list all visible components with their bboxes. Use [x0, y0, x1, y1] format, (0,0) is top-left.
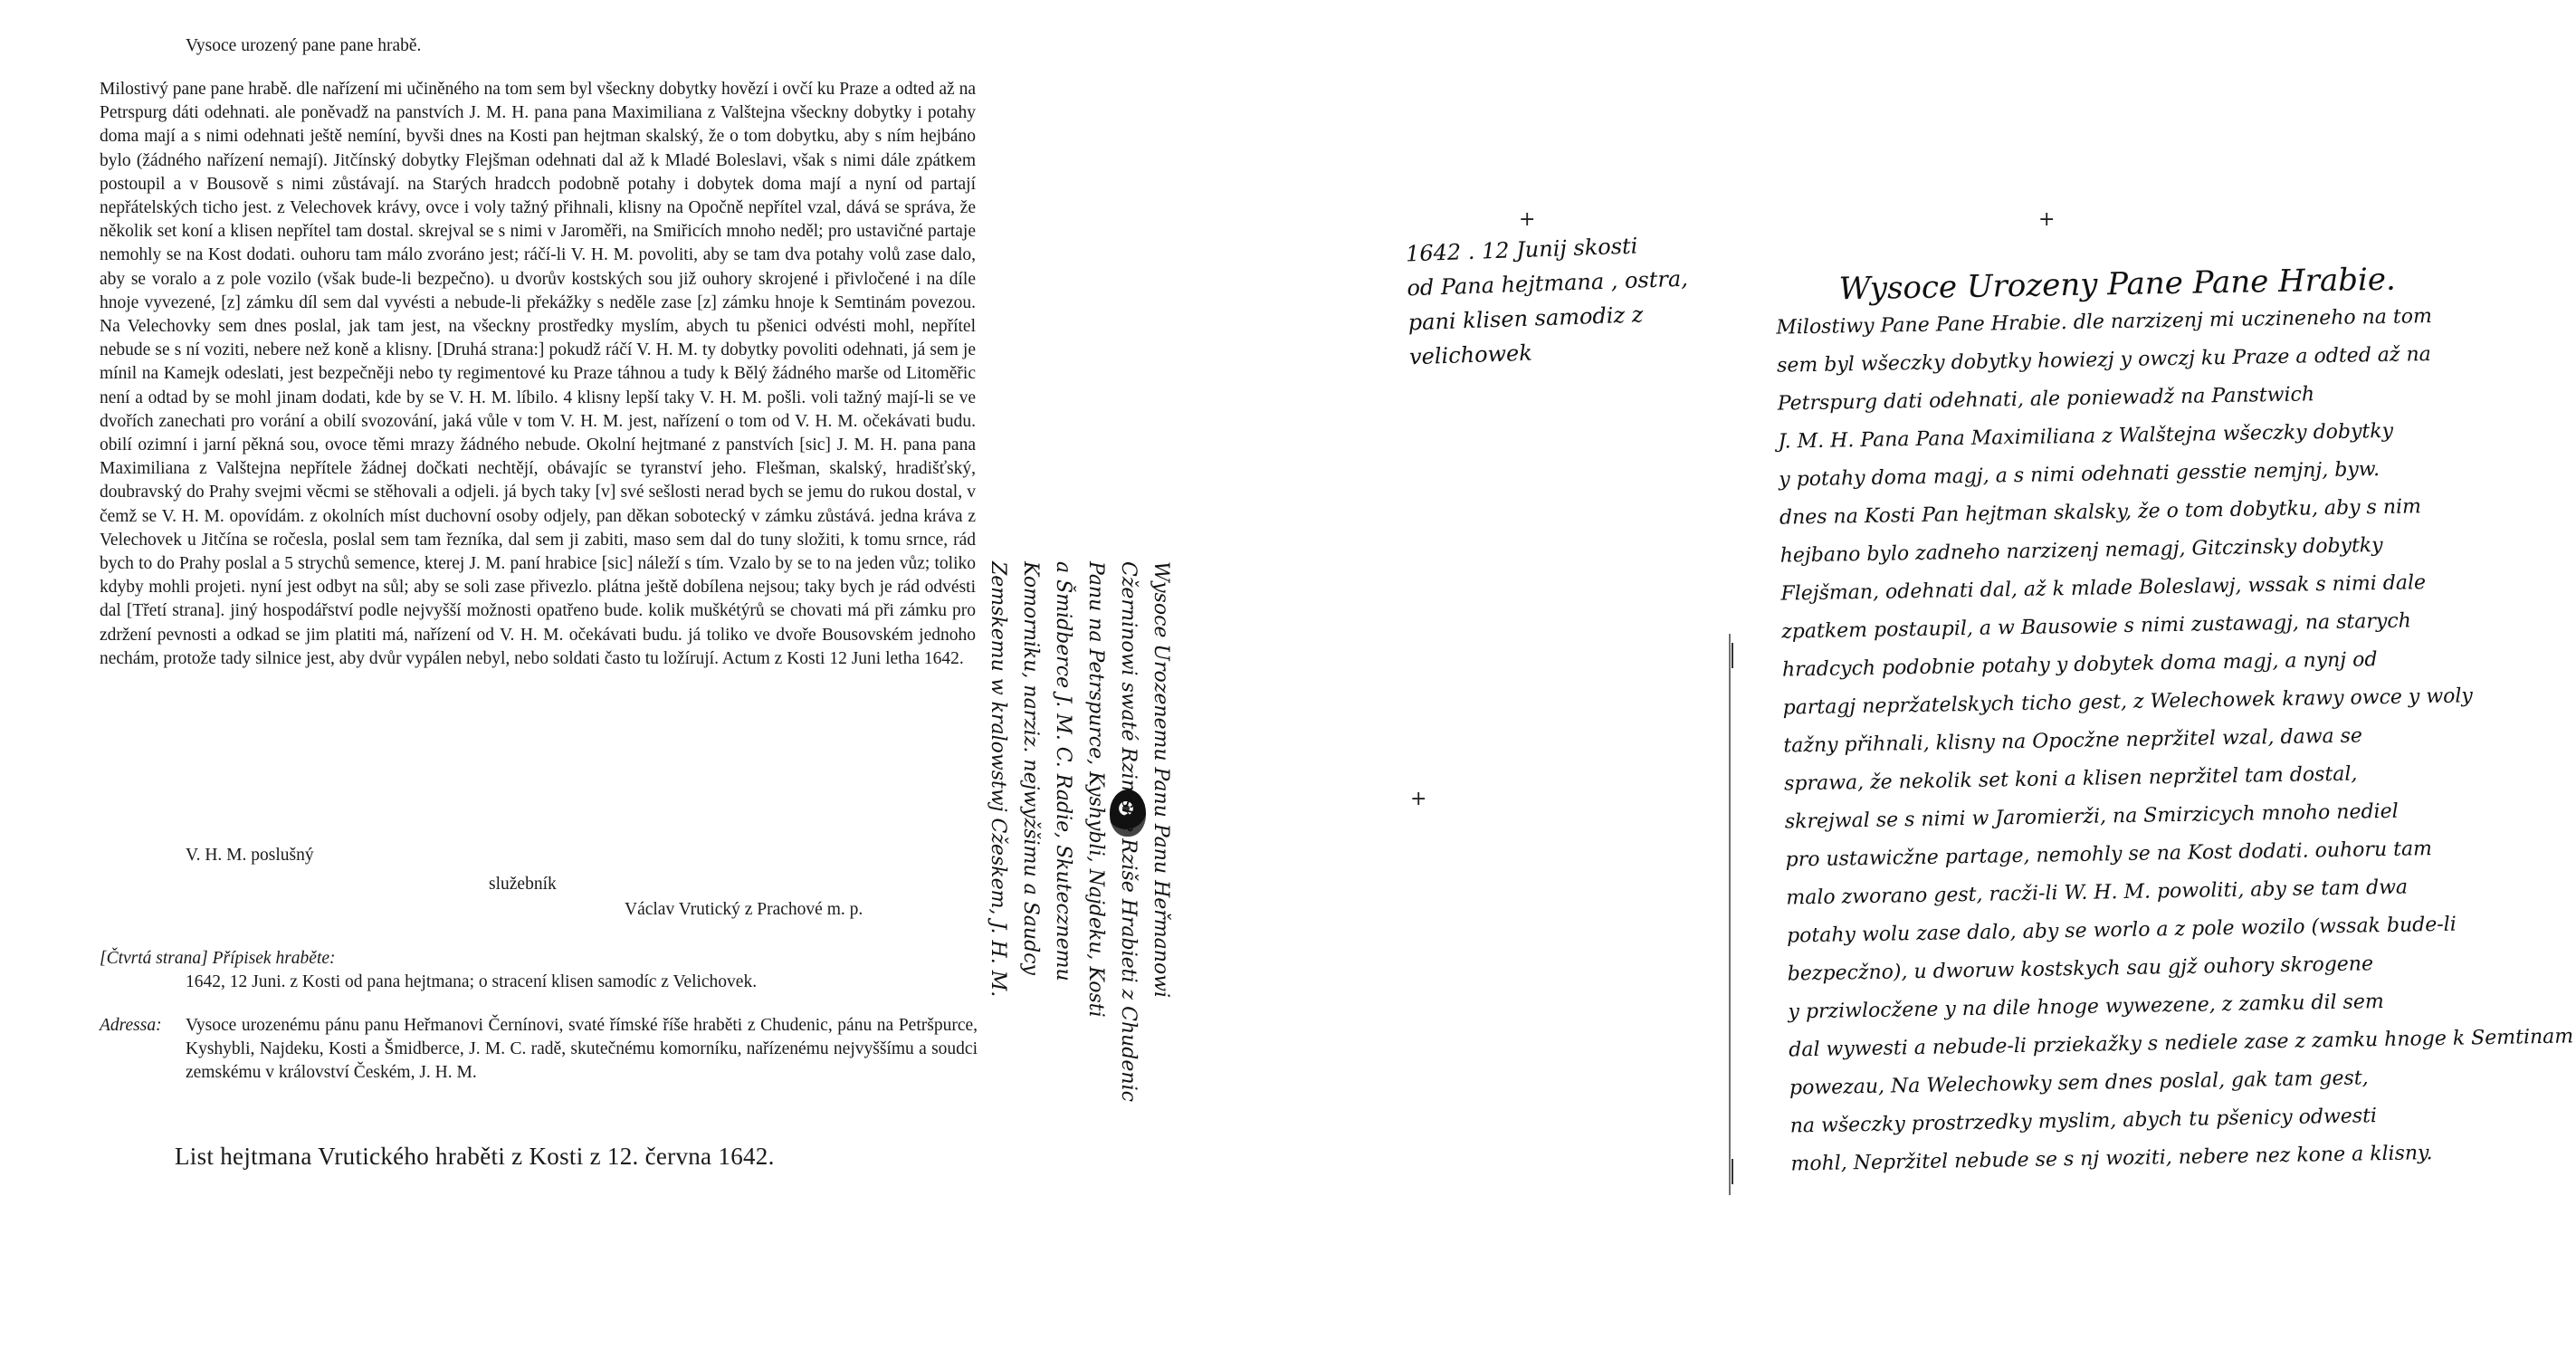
manuscript-line: dal wywesti a nebude-li prziekažky s nediele zase z zamku hnoge k Semtinam [1789, 1025, 2574, 1062]
manuscript-line: pro ustawicžne partage, nemohly se na Kost dodati. ouhoru tam [1785, 837, 2433, 872]
letter-salutation: Vysoce urozený pane pane hrabě. [186, 36, 422, 55]
address-line: a Šmidberce J. M. C. Radie, Skutecznemu [1052, 561, 1074, 981]
manuscript-line: mohl, Nepržitel nebude se s nj woziti, nebere nez kone a klisny. [1790, 1142, 2433, 1176]
manuscript-line: Petrspurg dati odehnati, ale poniewadž na Panstwich [1777, 383, 2315, 416]
cross-mark-icon: + [2038, 208, 2056, 231]
page-fold-line [1729, 634, 1731, 1195]
manuscript-line: J. M. H. Pana Pana Maximiliana z Walštejna wšeczky dobytky [1778, 419, 2394, 454]
cross-mark-icon: + [1410, 788, 1427, 810]
endorsement-line: velichowek [1408, 340, 1533, 370]
manuscript-line: na wšeczky prostrzedky myslim, abych tu pšenicy odwesti [1789, 1105, 2378, 1138]
letter-closing: V. H. M. poslušný [186, 846, 314, 865]
cross-mark-icon: + [1519, 208, 1536, 231]
manuscript-line: zpatkem postaupil, a w Bausowie s nimi zustawagj, na starych [1781, 609, 2412, 644]
address-line: Panu na Petrspurce, Kyshybli, Najdeku, Kosti [1084, 561, 1107, 1018]
manuscript-lines [1776, 296, 2576, 1184]
manuscript-line: powezau, Na Welechowky sem dnes poslal, gak tam gest, [1789, 1067, 2369, 1100]
address-line: Zemskemu w kralowstwj Cžeskem, J. H. M. [987, 561, 1009, 998]
margin-tick [1732, 1159, 1733, 1184]
address-label: Adressa: [100, 1016, 162, 1035]
manuscript-heading: Wysoce Urozeny Pane Pane Hrabie. [1838, 261, 2397, 308]
endorsement-line: pani klisen samodiz z [1407, 301, 1644, 336]
manuscript-line: y potahy doma magj, a s nimi odehnati gesstie nemjnj, byw. [1779, 458, 2380, 492]
manuscript-line: dnes na Kosti Pan hejtman skalsky, že o tom dobytku, aby s nim [1779, 495, 2422, 530]
envelope-address [981, 561, 1177, 1102]
endorsement-line: 1642 . 12 Junij skosti [1405, 233, 1638, 267]
figure-caption: List hejtmana Vrutického hraběti z Kosti z 12. června 1642. [175, 1143, 775, 1170]
manuscript-line: skrejwal se s nimi w Jaromierži, na Smirzicych mnoho nediel [1784, 799, 2399, 834]
note-text: 1642, 12 Juni. z Kosti od pana hejtmana; o stracení klisen samodíc z Velichovek. [186, 972, 758, 991]
manuscript-line: y prziwlocžene y na dile hnoge wywezene, z zamku dil sem [1788, 991, 2384, 1024]
manuscript-line: bezpecžno), u dworuw kostskych sau gjž ouhory skrogene [1787, 952, 2374, 986]
letter-closing-role: služebník [489, 875, 557, 894]
manuscript-line: tažny přihnali, klisny na Opocžne nepržitel wzal, dawa se [1783, 724, 2363, 758]
manuscript-line: Milostiwy Pane Pane Hrabie. dle narzizenj mi uczineneho na tom [1776, 304, 2433, 340]
manuscript-letter [1775, 258, 2575, 1184]
manuscript-line: partagj nepržatelskych ticho gest, z Welechowek krawy owce y woly [1782, 684, 2474, 720]
letter-body: Milostivý pane pane hrabě. dle nařízení mi učiněného na tom sem byl všeckny dobytky hovězí i ovčí ku Praze a odted až na Petrspurg dáti odehnati. ale poněvadž na panstvích J. M. H. pana pana Maximiliana z Valštejna všeckny dobytky i potahy doma mají a s nimi odehnati ještě nemíní, byvši dnes na Kosti pan hejtman skalský, že o tom dobytku, aby s ním hejbáno bylo (žádného nařízení nemají). Jitčínský dobytky Flejšman odehnati dal až k Mladé Boleslavi, však s nimi dále zpátkem postoupil a v Bousově s nimi zůstávají. na Starých hradcch podobně potahy i dobytek doma mají a nyní od partají nepřátelských ticho jest. z Velechovek krávy, ovce i voly tažný přihnali, klisny na Opočně nepřítel vzal, dává se správa, že několik set koní a klisen nepřítel tam dostal. skrejval se s nimi v Jaroměři, na Smiřicích mnoho neděl; pro ustavičné partaje nemohly se na Kost dodati. ouhoru tam málo zvoráno jest; ráčí-li V. H. M. povoliti, aby se tam dva potahy volů zase dalo, aby se voralo a z pole vozilo (však bude-li bezpečno). u dvorův kostských sou již ouhory skrojené i přivločené i na díle hnoje vyvezené, [z] zámku díl sem dal vyvésti a nebude-li překážky s neděle zase [z] zámku hnoje k Semtinám povezou. Na Velechovky sem dnes poslal, jak tam jest, na všeckny prostředky myslím, abych tu pšenici odvésti mohl, nepřítel nebude se s ní voziti, nebere než koně a klisny. [Druhá strana:] pokudž ráčí V. H. M. ty dobytky povoliti odehnati, já sem je mínil na Kamejk odeslati, jest bezpečněji nebo ty regimentové ku Praze táhnou a tudy k Bělý žádného marše od Litoměřic není a odtad by se mohl jinam dodati, kde by se V. H. M. líbilo. 4 klisny lepší taky V. H. M. pošli. voli tažný mají-li se ve dvořích zanechati pro vorání a obilí svozování, jaká vůle v tom V. H. M. jest, nařízení o tom od V. H. M. očekávati budu. obilí ozimní i jarní pěkná sou, ovoce těmi mrazy žádného nebude. Okolní hejtmané z panstvích [sic] J. M. H. pana pana Maximiliana z Valštejna nepřítele žádnej dočkati nechtějí, obávajíc se tyranství jeho. Flešman, skalský, hradišťský, doubravský do Prahy svejmi věcmi se stěhovali a odjeli. já bych taky [v] své sešlosti nerad bych se jemu do rukou dostal, v čemž se V. H. M. opovídám. z okolních míst duchovní osoby odjely, pan děkan sobotecký v zámku zůstává. jedna kráva z Velechovek u Jitčína se ročesla, poslal sem tam řezníka, dal sem ji zabiti, maso sem dal do tuny složiti, k tomu srnce, rád bych to do Prahy poslal a 5 strychů semence, kterej J. M. paní hrabice [sic] náleží s tím. Vzalo by se to na jeden vůz; toliko kdyby mohli projeti. nyní jest odbyt na sůl; aby se soli zase přivezlo. plátna ještě dobílena nejsou; taky bych je rád odvésti dal [Třetí strana]. jiný hospodářství podle nejvyšší možnosti opatřeno bude. kolik muškétýrů se chovati má při zámku pro zdržení pevnosti a odkad se jim platiti má, nařízení od V. H. M. očekávati budu. já toliko ve dvoře Bousovském jednoho nechám, protože tady silnice jest, aby dvůr vypálen nebyl, nebo soldati často tu ložírují. Actum z Kosti 12 Juni letha 1642. [100, 80, 976, 668]
count-note [100, 947, 978, 994]
margin-tick [1732, 643, 1733, 668]
manuscript-line: hejbano bylo zadneho narzizenj nemagj, Gitczinsky dobytky [1779, 533, 2383, 568]
manuscript-line: Flejšman, odehnati dal, až k mlade Boleslawj, wssak s nimi dale [1780, 571, 2427, 606]
address-line: Wysoce Urozenemu Panu Panu Heřmanowi [1150, 561, 1172, 999]
letter-signature: Václav Vrutický z Prachové m. p. [625, 900, 863, 919]
note-label: [Čtvrtá strana] Přípisek hraběte: [100, 949, 336, 968]
manuscript-line: sprawa, že nekolik set koni a klisen nepržitel tam dostal, [1783, 762, 2358, 796]
address-note [100, 1014, 978, 1085]
manuscript-facsimile [987, 181, 2574, 1222]
address-line: Cžerninowi swaté Rzimske Rziše Hrabieti z Chudenic [1117, 561, 1140, 1102]
endorsement-line: od Pana hejtmana , ostra, [1406, 265, 1689, 301]
manuscript-line: potahy wolu zase dalo, aby se worlo a z pole wozilo (wssak bude-li [1786, 913, 2457, 948]
address-line: Komorniku, narziz. nejwyžšimu a Saudcy [1019, 561, 1042, 975]
manuscript-line: sem byl wšeczky dobytky howiezj y owczj ku Praze a odted až na [1776, 343, 2431, 378]
address-text: Vysoce urozenému pánu panu Heřmanovi Černínovi, svaté římské říše hraběti z Chudenic, pánu na Petršpurce, Kyshybli, Najdeku, Kosti a Šmidberce, J. M. C. radě, skutečnému komorníku, nařízenému nejvyššímu a soudci zemskému v království Českém, J. H. M. [186, 1016, 978, 1082]
endorsement-note [1405, 227, 1691, 375]
manuscript-line: malo zworano gest, racži-li W. H. M. powoliti, aby se tam dwa [1786, 876, 2409, 910]
manuscript-line: hradcych podobnie potahy y dobytek doma magj, a nynj od [1781, 648, 2378, 682]
